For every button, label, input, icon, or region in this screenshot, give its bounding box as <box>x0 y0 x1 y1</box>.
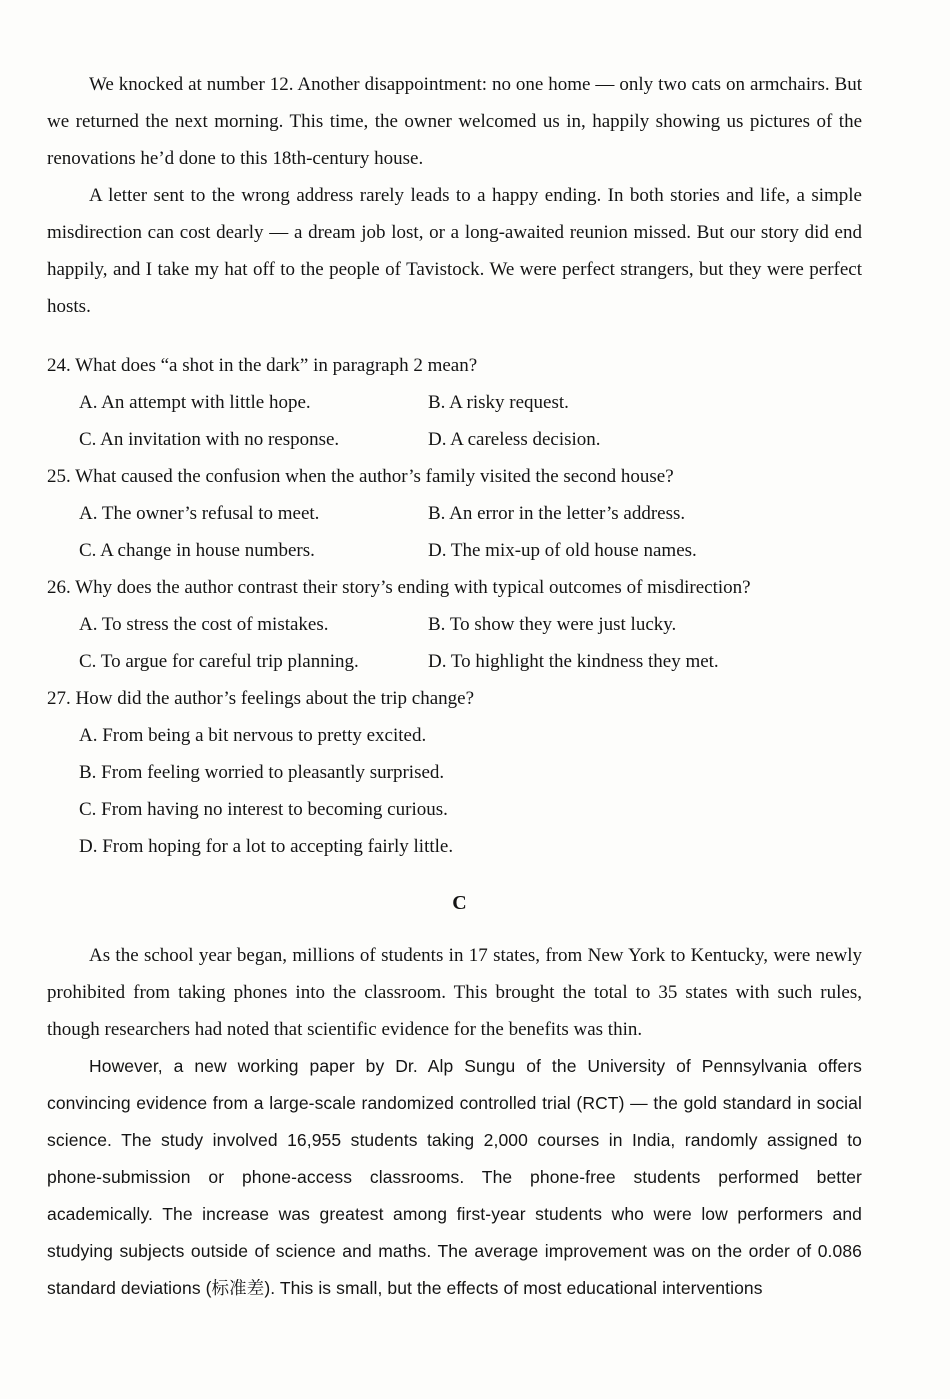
question-list <box>47 347 862 865</box>
option-row <box>47 384 862 421</box>
option-c: C. A change in house numbers. <box>79 540 315 561</box>
passage-paragraph: A letter sent to the wrong address rarely leads to a happy ending. In both stories and life, a simple misdirection can cost dearly — a dream job lost, or a long-awaited reunion missed. But our story did end happily, and I take my hat off to the people of Tavistock. We were perfect strangers, but they were perfect hosts. <box>47 185 862 317</box>
option-d: D. To highlight the kindness they met. <box>428 651 719 672</box>
option-row <box>47 532 862 569</box>
option-c: C. To argue for careful trip planning. <box>79 651 359 672</box>
passage-paragraph: We knocked at number 12. Another disappointment: no one home — only two cats on armchairs. But we returned the next morning. This time, the owner welcomed us in, happily showing us pictures of the renovations he’d done to this 18th-century house. <box>47 74 862 169</box>
passage-paragraph: As the school year began, millions of students in 17 states, from New York to Kentucky, were newly prohibited from taking phones into the classroom. This brought the total to 35 states with such rules, though researchers had noted that scientific evidence for the benefits was thin. <box>47 945 862 1040</box>
option-c: C. An invitation with no response. <box>79 429 340 450</box>
option-row <box>47 643 862 680</box>
option-row <box>47 606 862 643</box>
option-row <box>47 495 862 532</box>
option-d: D. From hoping for a lot to accepting fairly little. <box>79 836 454 857</box>
option-b: B. An error in the letter’s address. <box>428 503 686 524</box>
section-heading: C <box>452 892 467 914</box>
question-stem: 24. What does “a shot in the dark” in paragraph 2 mean? <box>47 355 478 376</box>
option-a: A. To stress the cost of mistakes. <box>79 614 329 635</box>
option-a: A. An attempt with little hope. <box>79 392 311 413</box>
option-row <box>47 421 862 458</box>
exam-page <box>47 66 862 1307</box>
passage-paragraph: However, a new working paper by Dr. Alp Sungu of the University of Pennsylvania offers convincing evidence from a large-scale randomized controlled trial (RCT) — the gold standard in social science. The study involved 16,955 students taking 2,000 courses in India, randomly assigned to phone-submission or phone-access classrooms. The phone-free students performed better academically. The increase was greatest among first-year students who were low performers and studying subjects outside of science and maths. The average improvement was on the order of 0.086 standard deviations (标准差). This is small, but the effects of most educational interventions <box>47 1056 862 1298</box>
option-b: B. From feeling worried to pleasantly surprised. <box>79 762 445 783</box>
option-c: C. From having no interest to becoming curious. <box>79 799 448 820</box>
option-b: B. A risky request. <box>428 392 569 413</box>
option-d: D. The mix-up of old house names. <box>428 540 697 561</box>
option-a: A. The owner’s refusal to meet. <box>79 503 320 524</box>
option-a: A. From being a bit nervous to pretty excited. <box>79 725 427 746</box>
option-b: B. To show they were just lucky. <box>428 614 677 635</box>
option-d: D. A careless decision. <box>428 429 601 450</box>
question-stem: 25. What caused the confusion when the author’s family visited the second house? <box>47 466 674 487</box>
question-stem: 27. How did the author’s feelings about the trip change? <box>47 688 475 709</box>
question-stem: 26. Why does the author contrast their story’s ending with typical outcomes of misdirection? <box>47 577 751 598</box>
